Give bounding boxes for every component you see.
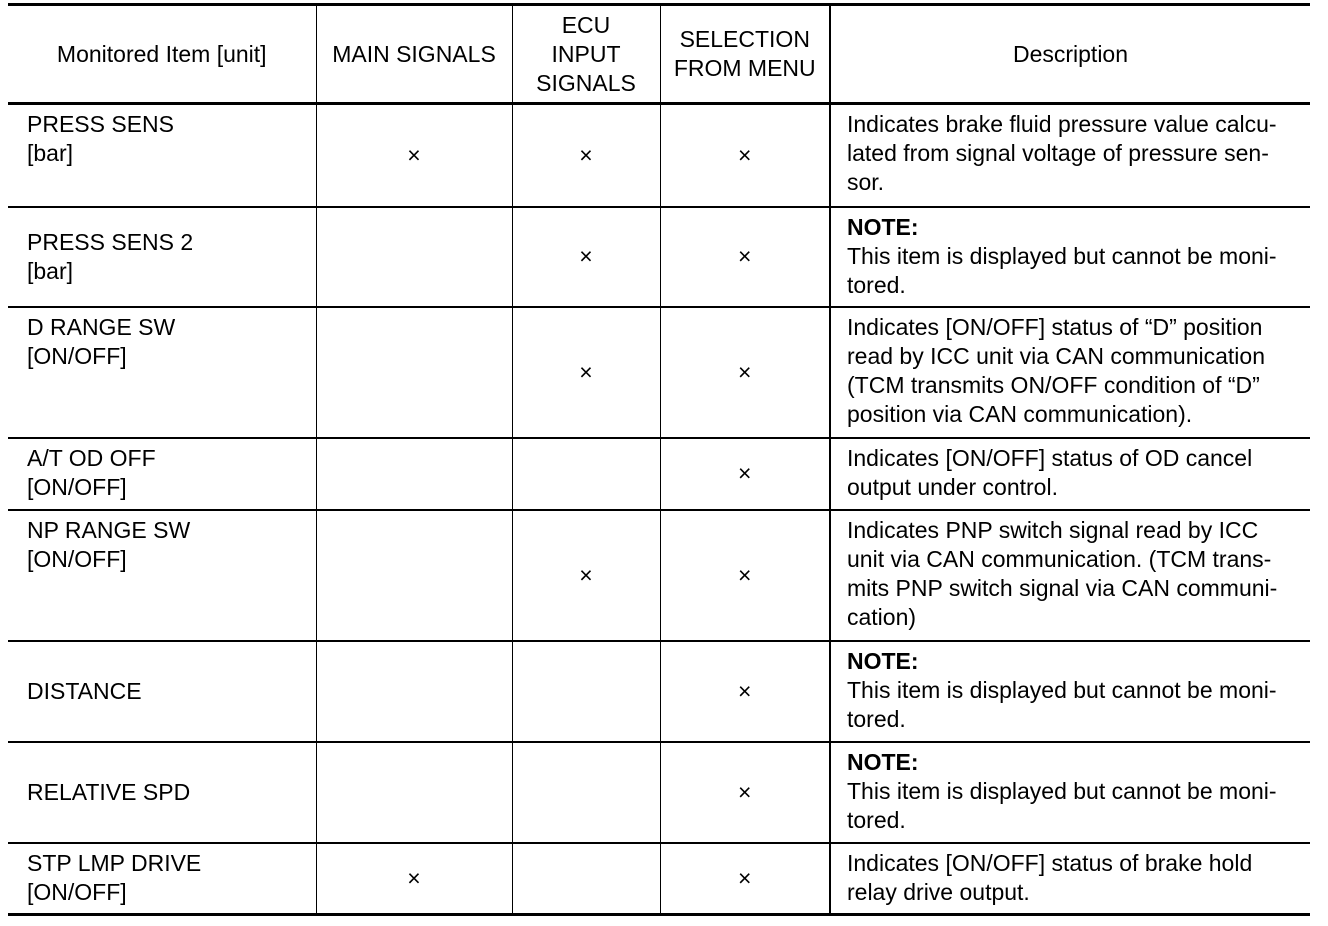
header-description: Description — [830, 5, 1310, 104]
item-unit: [bar] — [27, 257, 74, 284]
description-cell — [830, 742, 1310, 843]
description-line: This item is displayed but cannot be moni- — [847, 242, 1277, 269]
header-main-signals: MAIN SIGNALS — [316, 5, 512, 104]
main-signals-mark: × — [316, 843, 512, 915]
table-row — [8, 438, 1310, 510]
main-signals-mark — [316, 742, 512, 843]
description-line: This item is displayed but cannot be moni- — [847, 777, 1277, 804]
item-unit: [bar] — [27, 140, 74, 166]
description-line: lated from signal voltage of pressure sen- — [847, 140, 1269, 166]
header-ecu-input-signals-line: ECU — [561, 11, 611, 38]
header-ecu-input-signals-line: INPUT — [551, 40, 621, 67]
note-label: NOTE: — [847, 213, 919, 240]
item-name: PRESS SENS — [27, 111, 174, 137]
description-line: Indicates [ON/OFF] status of “D” position — [847, 313, 1263, 340]
item-name: STP LMP DRIVE — [27, 849, 202, 876]
description-cell — [830, 207, 1310, 307]
main-signals-mark: × — [316, 104, 512, 207]
description-line: unit via CAN communication. (TCM trans- — [847, 545, 1272, 572]
description-line: tored. — [847, 705, 906, 732]
selection-from-menu-mark: × — [660, 510, 830, 641]
monitored-item-cell — [8, 438, 316, 510]
item-name: RELATIVE SPD — [27, 778, 191, 805]
note-label: NOTE: — [847, 748, 919, 775]
item-unit: [ON/OFF] — [27, 342, 127, 369]
header-ecu-input-signals — [512, 5, 660, 104]
monitored-item-cell — [8, 307, 316, 438]
table-row — [8, 104, 1310, 207]
main-signals-mark — [316, 207, 512, 307]
description-line: tored. — [847, 806, 906, 833]
selection-from-menu-mark: × — [660, 641, 830, 742]
monitored-item-cell — [8, 104, 316, 207]
description-cell — [830, 307, 1310, 438]
header-selection-from-menu-line: FROM MENU — [673, 55, 816, 81]
ecu-input-signals-mark: × — [512, 510, 660, 641]
ecu-input-signals-mark: × — [512, 104, 660, 207]
header-row — [8, 5, 1310, 104]
ecu-input-signals-mark — [512, 438, 660, 510]
selection-from-menu-mark: × — [660, 742, 830, 843]
header-monitored-item: Monitored Item [unit] — [8, 5, 316, 104]
description-line: read by ICC unit via CAN communication — [847, 342, 1265, 369]
monitored-item-cell — [8, 207, 316, 307]
description-line: Indicates [ON/OFF] status of brake hold — [847, 849, 1253, 876]
selection-from-menu-mark: × — [660, 307, 830, 438]
description-line: This item is displayed but cannot be moni- — [847, 676, 1277, 703]
table-row — [8, 742, 1310, 843]
description-line: output under control. — [847, 473, 1058, 500]
item-unit: [ON/OFF] — [27, 473, 127, 500]
note-label: NOTE: — [847, 647, 919, 674]
item-unit: [ON/OFF] — [27, 545, 127, 572]
description-cell — [830, 510, 1310, 641]
description-cell — [830, 843, 1310, 915]
ecu-input-signals-mark: × — [512, 307, 660, 438]
main-signals-mark — [316, 307, 512, 438]
monitored-item-cell — [8, 510, 316, 641]
header-selection-from-menu-line: SELECTION — [679, 26, 810, 52]
selection-from-menu-mark: × — [660, 438, 830, 510]
ecu-input-signals-mark — [512, 742, 660, 843]
monitored-item-cell — [8, 742, 316, 843]
description-line: cation) — [847, 603, 917, 630]
description-cell — [830, 438, 1310, 510]
table-row — [8, 307, 1310, 438]
monitored-items-table — [8, 3, 1310, 916]
description-cell — [830, 104, 1310, 207]
item-name: D RANGE SW — [27, 313, 176, 340]
item-name: DISTANCE — [27, 677, 142, 704]
ecu-input-signals-mark: × — [512, 207, 660, 307]
item-name: A/T OD OFF — [27, 444, 156, 471]
description-line: Indicates PNP switch signal read by ICC — [847, 516, 1259, 543]
selection-from-menu-mark: × — [660, 207, 830, 307]
ecu-input-signals-mark — [512, 843, 660, 915]
main-signals-mark — [316, 510, 512, 641]
header-ecu-input-signals-line: SIGNALS — [536, 69, 636, 96]
table-row — [8, 207, 1310, 307]
description-line: mits PNP switch signal via CAN communi- — [847, 574, 1278, 601]
description-line: tored. — [847, 271, 906, 298]
monitored-item-cell — [8, 641, 316, 742]
table-row — [8, 843, 1310, 915]
item-name: NP RANGE SW — [27, 516, 191, 543]
description-line: sor. — [847, 169, 885, 195]
selection-from-menu-mark: × — [660, 843, 830, 915]
description-line: Indicates brake fluid pressure value calcu- — [847, 111, 1277, 137]
item-name: PRESS SENS 2 — [27, 228, 194, 255]
item-unit: [ON/OFF] — [27, 878, 127, 905]
description-line: Indicates [ON/OFF] status of OD cancel — [847, 444, 1253, 471]
main-signals-mark — [316, 438, 512, 510]
description-line: (TCM transmits ON/OFF condition of “D” — [847, 371, 1260, 398]
monitored-item-cell — [8, 843, 316, 915]
table-row — [8, 510, 1310, 641]
header-selection-from-menu — [660, 5, 830, 104]
description-line: relay drive output. — [847, 878, 1030, 905]
ecu-input-signals-mark — [512, 641, 660, 742]
description-cell — [830, 641, 1310, 742]
description-line: position via CAN communication). — [847, 400, 1193, 427]
table-row — [8, 641, 1310, 742]
main-signals-mark — [316, 641, 512, 742]
selection-from-menu-mark: × — [660, 104, 830, 207]
